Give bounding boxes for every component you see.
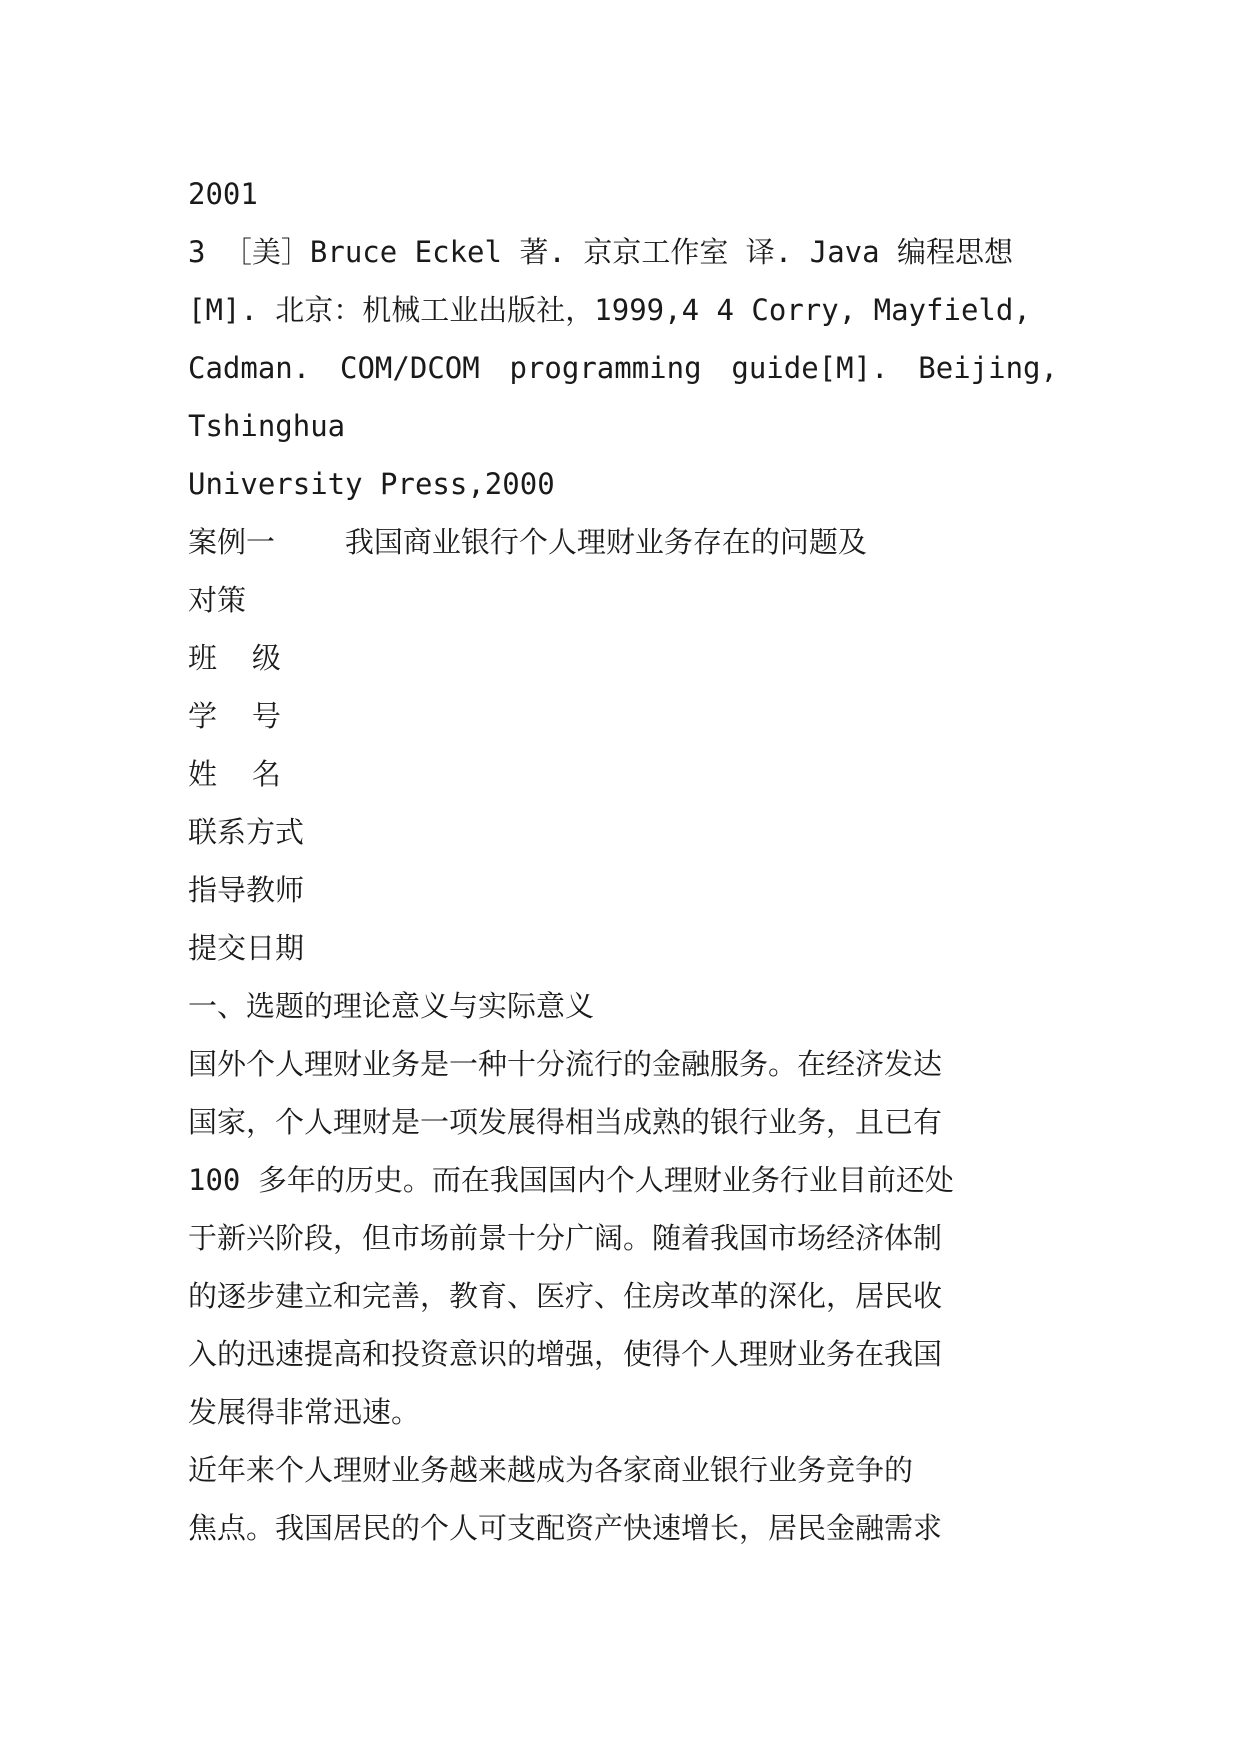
paragraph-line: 近年来个人理财业务越来越成为各家商业银行业务竞争的 <box>188 1453 914 1487</box>
reference-word: Beijing, <box>918 351 1058 385</box>
paragraph-2 <box>188 1441 1058 1557</box>
paragraph-1 <box>188 1035 1058 1441</box>
field-class-label: 班 级 <box>188 641 281 675</box>
field-advisor-label: 指导教师 <box>188 873 305 907</box>
paragraph-line: 于新兴阶段，但市场前景十分广阔。随着我国市场经济体制 <box>188 1221 943 1255</box>
reference-word: programming <box>509 351 702 385</box>
case-title-line-1: 案例一 我国商业银行个人理财业务存在的问题及 <box>188 525 867 559</box>
reference-4-line-2: Tshinghua <box>188 409 346 443</box>
paragraph-line: 100 多年的历史。而在我国国内个人理财业务行业目前还处 <box>188 1163 954 1197</box>
field-name-label: 姓 名 <box>188 757 281 791</box>
reference-word: COM/DCOM <box>340 351 480 385</box>
field-submit-date-label: 提交日期 <box>188 931 305 965</box>
reference-word: Cadman. <box>188 351 311 385</box>
paragraph-line: 发展得非常迅速。 <box>188 1395 421 1429</box>
reference-3-line-1: 3 ［美］Bruce Eckel 著. 京京工作室 译. Java 编程思想 <box>188 235 1014 269</box>
reference-4-line-3: University Press,2000 <box>188 467 555 501</box>
section-heading: 一、选题的理论意义与实际意义 <box>188 989 595 1023</box>
reference-word: guide[M]. <box>731 351 889 385</box>
paragraph-line: 国家，个人理财是一项发展得相当成熟的银行业务，且已有 <box>188 1105 943 1139</box>
reference-3-line-2: [M]. 北京：机械工业出版社，1999,4 4 Corry, Mayfield, <box>188 293 1031 327</box>
paragraph-line: 国外个人理财业务是一种十分流行的金融服务。在经济发达 <box>188 1047 943 1081</box>
reference-year-line: 2001 <box>188 177 258 211</box>
reference-4-line-1 <box>188 339 1058 397</box>
paragraph-line: 的逐步建立和完善，教育、医疗、住房改革的深化，居民收 <box>188 1279 943 1313</box>
field-student-id-label: 学 号 <box>188 699 281 733</box>
document-body <box>188 165 1058 1557</box>
paragraph-line: 焦点。我国居民的个人可支配资产快速增长，居民金融需求 <box>188 1511 943 1545</box>
paragraph-line: 入的迅速提高和投资意识的增强，使得个人理财业务在我国 <box>188 1337 943 1371</box>
field-contact-label: 联系方式 <box>188 815 305 849</box>
case-title-line-2: 对策 <box>188 583 247 617</box>
